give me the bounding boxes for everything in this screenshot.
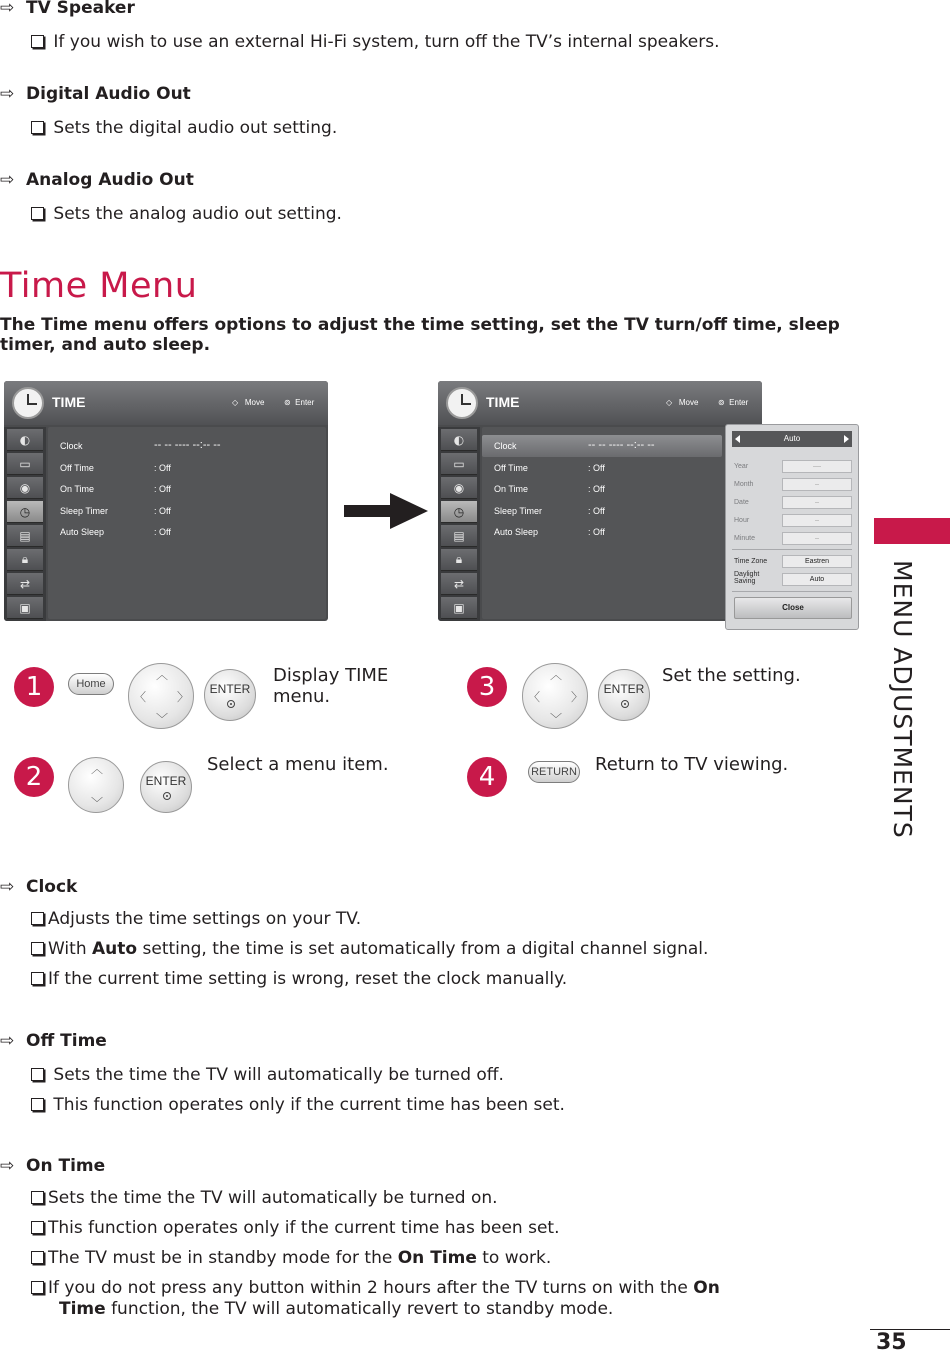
- arrow-right-icon: ⇨: [0, 1156, 15, 1176]
- menu-item-sleep-timer[interactable]: Sleep Timer: [494, 506, 543, 516]
- arrow-right-icon[interactable]: [844, 435, 849, 443]
- time-category-icon[interactable]: ◷: [441, 501, 477, 523]
- section-heading-on-time: ⇨ On Time: [0, 1156, 106, 1176]
- enter-dot-icon: [621, 700, 629, 708]
- lock-category-icon[interactable]: 🔒︎: [441, 549, 477, 571]
- checkbox-bullet-icon: [31, 207, 44, 220]
- enter-dot-icon: [163, 792, 171, 800]
- date-field[interactable]: --: [782, 496, 852, 509]
- bullet-item: If the current time setting is wrong, reset the clock manually.: [31, 969, 567, 989]
- arrow-right-icon: ⇨: [0, 877, 15, 897]
- arrow-right-icon: ⇨: [0, 1031, 15, 1051]
- checkbox-bullet-icon: [31, 35, 44, 48]
- screen-category-icon[interactable]: ▭: [441, 453, 477, 475]
- enter-hint: ⊚ Enter: [718, 398, 749, 407]
- chevron-right-icon: 〉: [177, 690, 190, 704]
- checkbox-bullet-icon: [31, 972, 44, 985]
- bullet-item: If you wish to use an external Hi-Fi system, turn off the TV’s internal speakers.: [31, 32, 720, 52]
- tv-category-sidebar: [438, 427, 480, 621]
- step-number-3: 3: [467, 667, 507, 707]
- arrow-right-icon: [344, 493, 428, 529]
- menu-value-on-time: : Off: [588, 484, 605, 494]
- bullet-item: Sets the time the TV will automatically be turned on.: [31, 1188, 498, 1208]
- enter-button: ENTER: [204, 669, 256, 721]
- arrow-right-icon: ⇨: [0, 84, 15, 104]
- enter-button: ENTER: [598, 669, 650, 721]
- tv-title: TIME: [52, 394, 86, 410]
- navigation-pad: [128, 663, 194, 729]
- checkbox-bullet-icon: [31, 942, 44, 955]
- hour-field[interactable]: --: [782, 514, 852, 527]
- lock-category-icon[interactable]: 🔒︎: [7, 549, 43, 571]
- arrow-right-icon: ⇨: [0, 0, 15, 18]
- year-label: Year: [734, 463, 749, 470]
- checkbox-bullet-icon: [31, 1251, 44, 1264]
- menu-item-clock[interactable]: Clock: [494, 441, 517, 451]
- clock-settings-popup: [725, 424, 859, 630]
- tv-screen-time-menu: [4, 381, 328, 621]
- month-field[interactable]: --: [782, 478, 852, 491]
- checkbox-bullet-icon: [31, 1281, 44, 1294]
- tv-category-sidebar: [4, 427, 46, 621]
- close-button[interactable]: Close: [734, 597, 852, 619]
- menu-value-off-time: : Off: [588, 463, 605, 473]
- chevron-left-icon: 〈: [528, 690, 541, 704]
- year-field[interactable]: ----: [782, 460, 852, 473]
- menu-value-sleep-timer: : Off: [154, 506, 171, 516]
- clock-icon: [12, 387, 44, 419]
- chevron-up-icon: ︿: [91, 762, 104, 776]
- step-number-1: 1: [14, 667, 54, 707]
- menu-item-on-time[interactable]: On Time: [60, 484, 95, 494]
- chevron-up-icon: ︿: [550, 668, 563, 682]
- bullet-item: Sets the analog audio out setting.: [31, 204, 342, 224]
- bullet-item-continued: Time function, the TV will automatically revert to standby mode.: [59, 1299, 614, 1319]
- menu-item-clock[interactable]: Clock: [60, 441, 83, 451]
- section-heading-clock: ⇨ Clock: [0, 877, 78, 897]
- hour-label: Hour: [734, 517, 750, 524]
- option-category-icon[interactable]: ▤: [441, 525, 477, 547]
- picture-category-icon[interactable]: ◐: [441, 429, 477, 451]
- bullet-item: The TV must be in standby mode for the On Time to work.: [31, 1248, 551, 1268]
- menu-value-auto-sleep: : Off: [588, 527, 605, 537]
- checkbox-bullet-icon: [31, 1098, 44, 1111]
- minute-label: Minute: [734, 535, 756, 542]
- step-3-text: Set the setting.: [662, 665, 801, 686]
- time-category-icon[interactable]: ◷: [7, 501, 43, 523]
- menu-item-sleep-timer[interactable]: Sleep Timer: [60, 506, 109, 516]
- screen-category-icon[interactable]: ▭: [7, 453, 43, 475]
- chevron-down-icon: ﹀: [550, 712, 563, 726]
- month-label: Month: [734, 481, 754, 488]
- input-category-icon[interactable]: ⇄: [7, 573, 43, 595]
- step-number-2: 2: [14, 757, 54, 797]
- daylight-saving-field[interactable]: Auto: [782, 573, 852, 586]
- section-heading-digital-audio-out: ⇨ Digital Audio Out: [0, 84, 191, 104]
- bullet-item: Sets the digital audio out setting.: [31, 118, 337, 138]
- step-number-4: 4: [467, 757, 507, 797]
- step-2-text: Select a menu item.: [207, 754, 389, 775]
- up-down-pad: [68, 757, 124, 813]
- step-1-text: Display TIME menu.: [273, 665, 389, 707]
- support-category-icon[interactable]: ▣: [7, 597, 43, 619]
- checkbox-bullet-icon: [31, 1221, 44, 1234]
- bullet-item: With Auto setting, the time is set automatically from a digital channel signal.: [31, 939, 708, 959]
- support-category-icon[interactable]: ▣: [441, 597, 477, 619]
- chevron-down-icon: ﹀: [156, 712, 169, 726]
- page-title: Time Menu: [0, 266, 198, 306]
- picture-category-icon[interactable]: ◐: [7, 429, 43, 451]
- bullet-item: This function operates only if the current time has been set.: [31, 1218, 559, 1238]
- auto-mode-selector[interactable]: Auto: [732, 431, 852, 447]
- divider: [732, 591, 852, 592]
- move-hint: ◇ Move: [232, 398, 265, 407]
- menu-item-off-time[interactable]: Off Time: [60, 463, 94, 473]
- menu-value-off-time: : Off: [154, 463, 171, 473]
- section-heading-off-time: ⇨ Off Time: [0, 1031, 107, 1051]
- tv-menu-list: [482, 427, 760, 619]
- side-tab-marker: [874, 518, 950, 544]
- menu-value-clock: -- -- ---- --:-- --: [588, 439, 655, 451]
- minute-field[interactable]: --: [782, 532, 852, 545]
- menu-item-off-time[interactable]: Off Time: [494, 463, 528, 473]
- clock-icon: [446, 387, 478, 419]
- return-button: RETURN: [528, 761, 580, 783]
- arrow-right-icon: ⇨: [0, 170, 15, 190]
- checkbox-bullet-icon: [31, 1068, 44, 1081]
- bullet-item: This function operates only if the current time has been set.: [31, 1095, 565, 1115]
- checkbox-bullet-icon: [31, 121, 44, 134]
- menu-value-sleep-timer: : Off: [588, 506, 605, 516]
- input-category-icon[interactable]: ⇄: [441, 573, 477, 595]
- time-zone-field[interactable]: Eastren: [782, 555, 852, 568]
- navigation-pad: [522, 663, 588, 729]
- date-label: Date: [734, 499, 749, 506]
- menu-value-clock: -- -- ---- --:-- --: [154, 439, 221, 451]
- time-zone-label: Time Zone: [734, 558, 768, 565]
- chevron-right-icon: 〉: [571, 690, 584, 704]
- audio-category-icon[interactable]: ◉: [7, 477, 43, 499]
- arrow-left-icon[interactable]: [735, 435, 740, 443]
- menu-item-auto-sleep[interactable]: Auto Sleep: [60, 527, 105, 537]
- divider: [732, 549, 852, 550]
- tv-screen-time-menu-clock-selected: [438, 381, 762, 621]
- move-hint: ◇ Move: [666, 398, 699, 407]
- page-number: 35: [876, 1330, 907, 1354]
- home-button: Home: [68, 673, 114, 695]
- section-heading-analog-audio-out: ⇨ Analog Audio Out: [0, 170, 194, 190]
- tv-menu-list: [48, 427, 326, 619]
- bullet-item: Adjusts the time settings on your TV.: [31, 909, 361, 929]
- section-heading-tv-speaker: ⇨ TV Speaker: [0, 0, 135, 18]
- audio-category-icon[interactable]: ◉: [441, 477, 477, 499]
- chevron-up-icon: ︿: [156, 668, 169, 682]
- menu-item-on-time[interactable]: On Time: [494, 484, 529, 494]
- menu-value-auto-sleep: : Off: [154, 527, 171, 537]
- option-category-icon[interactable]: ▤: [7, 525, 43, 547]
- step-4-text: Return to TV viewing.: [595, 754, 789, 775]
- menu-item-auto-sleep[interactable]: Auto Sleep: [494, 527, 539, 537]
- daylight-saving-label: Daylight Saving: [734, 571, 760, 585]
- menu-value-on-time: : Off: [154, 484, 171, 494]
- enter-dot-icon: [227, 700, 235, 708]
- enter-button: ENTER: [140, 761, 192, 813]
- checkbox-bullet-icon: [31, 912, 44, 925]
- bullet-item: Sets the time the TV will automatically be turned off.: [31, 1065, 504, 1085]
- chevron-left-icon: 〈: [134, 690, 147, 704]
- enter-hint: ⊚ Enter: [284, 398, 315, 407]
- side-section-label: MENU ADJUSTMENTS: [888, 560, 917, 839]
- bullet-item: If you do not press any button within 2 hours after the TV turns on with the On: [31, 1278, 720, 1298]
- chevron-down-icon: ﹀: [91, 796, 104, 810]
- checkbox-bullet-icon: [31, 1191, 44, 1204]
- intro-text: The Time menu offers options to adjust the time setting, set the TV turn/off time, sleep timer, and auto sleep.: [0, 315, 840, 355]
- tv-title: TIME: [486, 394, 520, 410]
